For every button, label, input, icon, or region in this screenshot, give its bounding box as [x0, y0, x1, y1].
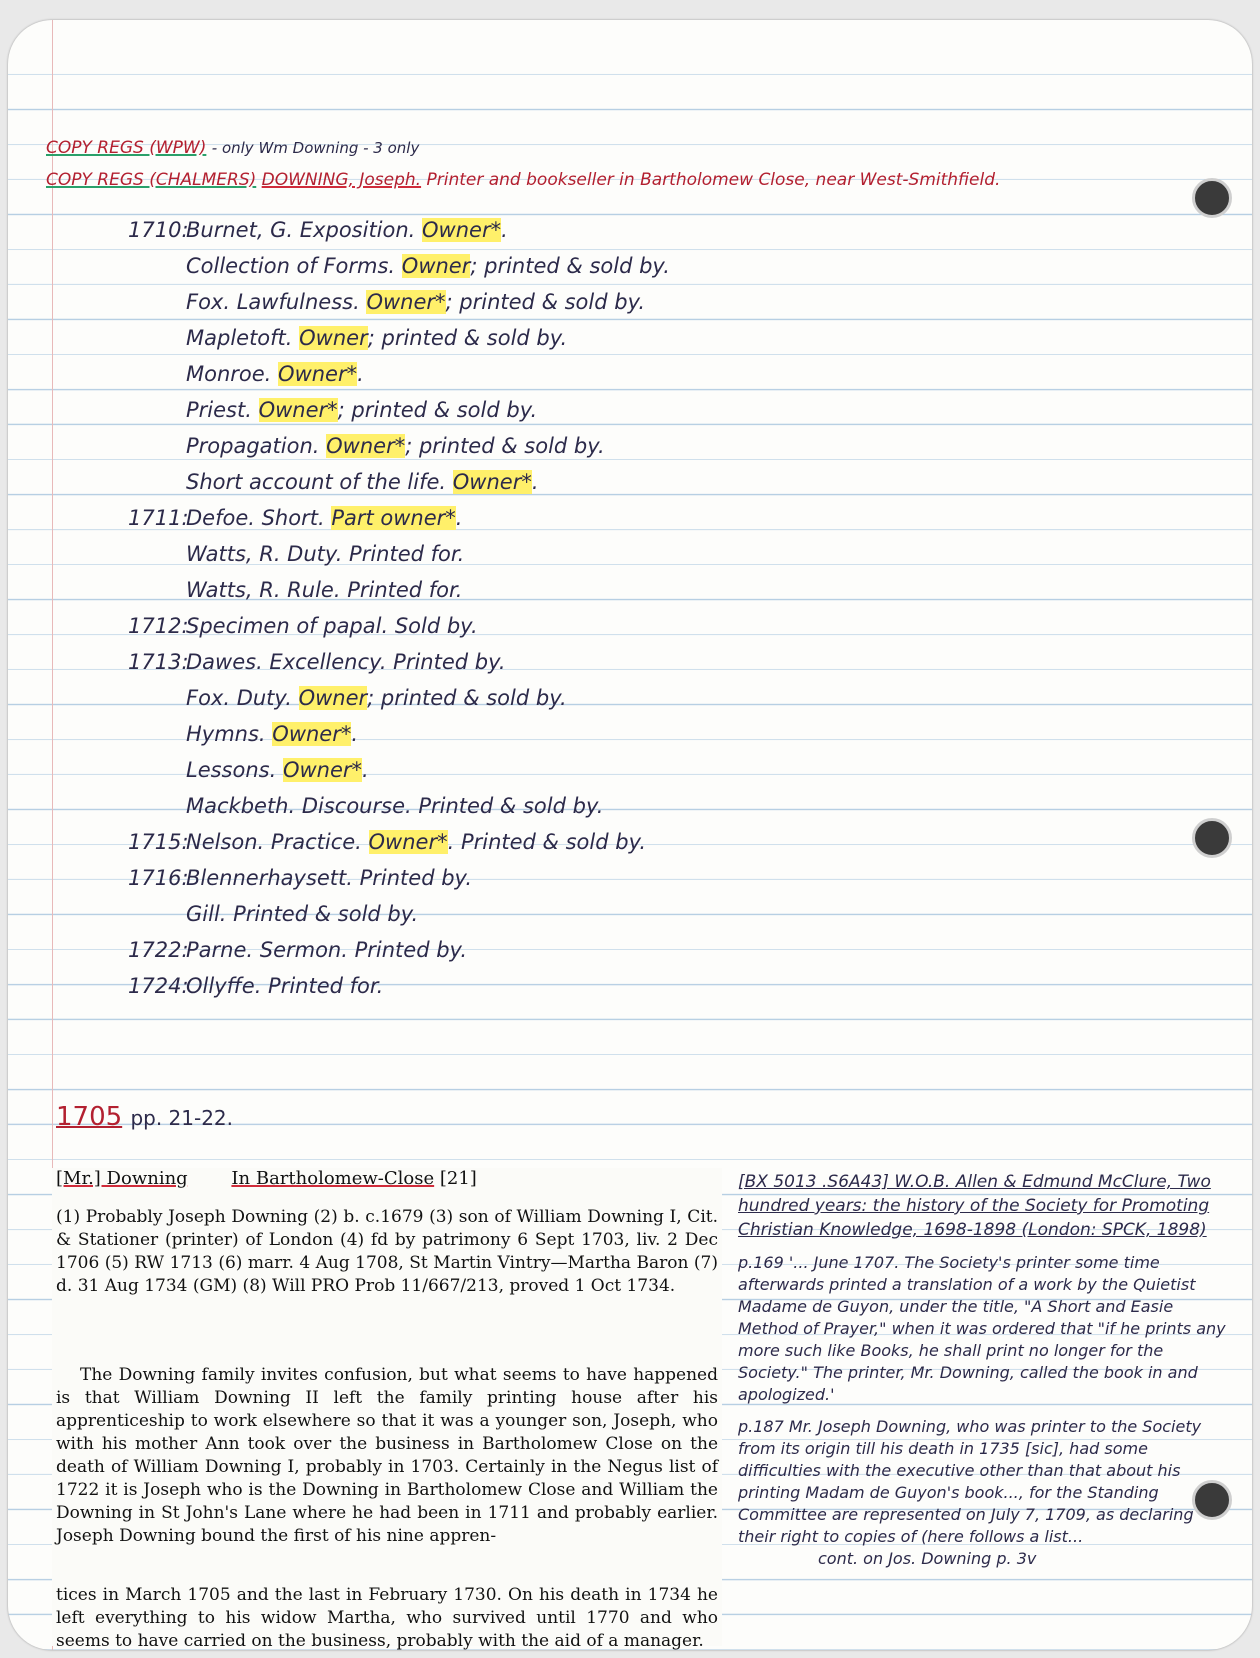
entry-row	[128, 794, 603, 818]
entry-role: Owner	[299, 326, 368, 350]
entry-row	[128, 326, 567, 350]
clipping-place: In Bartholomew-Close	[231, 1168, 435, 1189]
entry-row	[128, 830, 646, 854]
entry-role: Owner*	[452, 470, 532, 494]
copy-regs-wpw-note: - only Wm Downing - 3 only	[211, 139, 420, 157]
entry-year: 1722:	[128, 938, 189, 962]
entry-role: Owner*	[422, 218, 502, 242]
entry-role: Owner*	[326, 434, 406, 458]
entry-row	[128, 722, 358, 746]
clipping-paragraph-1: (1) Probably Joseph Downing (2) b. c.1679 (3) son of William Downing I, Cit. & Stationer (printer) of London (4) fd by patrimony 6 Sept 1703, liv. 2 Dec 1706 (5) RW 1713 (6) marr. 4 Aug 1708, St Martin Vintry—Martha Baron (7) d. 31 Aug 1734 (GM) (8) Will PRO Prob 11/667/213, proved 1 Oct 1734.	[56, 1207, 718, 1296]
entry-year: 1724:	[128, 974, 189, 998]
entry-title: Fox. Duty.	[186, 686, 292, 710]
notebook-page	[8, 20, 1252, 1650]
entry-title: Fox. Lawfulness.	[186, 290, 360, 314]
note-p187: p.187 Mr. Joseph Downing, who was printer to the Society from its origin till his death in 1735 [sic], had some difficulties with the executive other than that about his printing Madam de Guyon's book..., for the Standing Committee are represented on July 7, 1709, as declaring their right to copies of (here follows a list...	[738, 1417, 1202, 1546]
entry-year: 1713:	[128, 650, 189, 674]
printed-clipping	[52, 1168, 722, 1650]
entry-row	[128, 398, 537, 422]
entry-title: Lessons.	[186, 758, 277, 782]
entry-rest: ; printed & sold by.	[405, 434, 605, 458]
entry-year: 1716:	[128, 866, 189, 890]
entry-title: Watts, R. Rule. Printed for.	[186, 578, 463, 602]
entry-row	[128, 362, 364, 386]
copy-regs-wpw-tag: COPY REGS (WPW)	[46, 138, 207, 158]
entry-title: Watts, R. Duty. Printed for.	[186, 542, 465, 566]
entry-row	[128, 218, 508, 242]
entry-row	[128, 938, 467, 962]
entry-rest: ; printed & sold by.	[367, 326, 568, 350]
entry-title: Short account of the life.	[186, 470, 447, 494]
entry-row	[128, 506, 462, 530]
entry-row	[128, 470, 539, 494]
entry-role: Part owner*	[331, 506, 456, 530]
entry-rest: .	[501, 218, 508, 242]
entry-row	[128, 758, 369, 782]
clipping-name: [Mr.] Downing	[56, 1168, 188, 1189]
entry-title: Blennerhaysett. Printed by.	[186, 866, 473, 890]
entry-rest: ; printed & sold by.	[445, 290, 646, 314]
clipping-paragraph-2: The Downing family invites confusion, but what seems to have happened is that William Downing II left the family printing house after his apprenticeship to work elsewhere so that it was a younger son, Joseph, who with his mother Ann took over the business in Bartholomew Close on the death of William Downing I, probably in 1703. Certainly in the Negus list of 1722 it is Joseph who is the Downing in Bartholomew Close and William the Downing in St John's Lane where he had been in 1711 and probably earlier. Joseph Downing bound the first of his nine appren-	[56, 1365, 718, 1546]
section-pages: pp. 21-22.	[130, 1106, 234, 1130]
entry-role: Owner	[298, 686, 368, 710]
binder-hole-middle	[1192, 818, 1232, 858]
clipping-ref: [21]	[439, 1168, 477, 1189]
entry-rest: .	[362, 758, 369, 782]
entry-rest: ; printed & sold by.	[337, 398, 538, 422]
entry-row	[128, 434, 605, 458]
entry-title: Gill. Printed & sold by.	[186, 902, 419, 926]
entry-name: DOWNING, Joseph.	[261, 170, 422, 190]
entry-role: Owner*	[272, 722, 352, 746]
entry-title: Parne. Sermon. Printed by.	[186, 938, 467, 962]
section-year: 1705	[56, 1102, 123, 1132]
entry-title: Mapletoft.	[186, 326, 293, 350]
entry-role: Owner*	[282, 758, 363, 782]
entry-row	[128, 290, 645, 314]
entry-rest: .	[357, 362, 364, 386]
entry-year: 1712:	[128, 614, 189, 638]
entry-row	[128, 902, 418, 926]
entry-title: Ollyffe. Printed for.	[186, 974, 384, 998]
entry-role: Owner*	[368, 830, 448, 854]
right-notes	[738, 1170, 1226, 1570]
entry-title: Propagation.	[186, 434, 320, 458]
entry-rest: .	[455, 506, 463, 530]
copy-regs-chalmers-tag: COPY REGS (CHALMERS)	[46, 170, 257, 190]
entry-rest: ; printed & sold by.	[470, 254, 670, 278]
entry-rest: .	[351, 722, 359, 746]
entry-rest: . Printed & sold by.	[447, 830, 647, 854]
entry-role: Owner	[401, 254, 471, 278]
entry-row	[128, 686, 567, 710]
entry-title: Mackbeth. Discourse. Printed & sold by.	[186, 794, 604, 818]
entry-title: Priest.	[186, 398, 252, 422]
entry-role: Owner*	[366, 290, 446, 314]
entry-role: Owner*	[258, 398, 338, 422]
entry-title: Dawes. Excellency. Printed by.	[186, 650, 506, 674]
entry-title: Monroe.	[186, 362, 272, 386]
entry-year: 1711:	[128, 506, 189, 530]
entry-title: Hymns.	[186, 722, 266, 746]
entry-year: 1715:	[128, 830, 189, 854]
entry-year: 1710:	[128, 218, 189, 242]
header-line-1	[46, 138, 419, 158]
citation-note: [BX 5013 .S6A43] W.O.B. Allen & Edmund McClure, Two hundred years: the history of the Society for Promoting Christian Knowledge, 1698-1898 (London: SPCK, 1898)	[738, 1172, 1211, 1240]
entry-title: Burnet, G. Exposition.	[186, 218, 416, 242]
entry-title: Nelson. Practice.	[186, 830, 362, 854]
entry-row	[128, 650, 506, 674]
entry-title: Collection of Forms.	[186, 254, 396, 278]
entry-rest: ; printed & sold by.	[367, 686, 567, 710]
note-continued: cont. on Jos. Downing p. 3v	[818, 1549, 1037, 1568]
clipping-header	[56, 1168, 477, 1189]
section-1705-heading	[56, 1102, 233, 1132]
binder-hole-top	[1192, 178, 1232, 218]
entry-row	[128, 578, 462, 602]
entry-description: Printer and bookseller in Bartholomew Close, near West-Smithfield.	[426, 170, 1001, 190]
entry-title: Specimen of papal. Sold by.	[186, 614, 478, 638]
entry-title: Defoe. Short.	[186, 506, 325, 530]
clipping-paragraph-3: tices in March 1705 and the last in February 1730. On his death in 1734 he left everything to his widow Martha, who survived until 1770 and who seems to have carried on the business, probably with the aid of a manager.	[56, 1585, 718, 1650]
entry-role: Owner*	[278, 362, 358, 386]
entry-row	[128, 254, 670, 278]
entry-row	[128, 866, 472, 890]
header-line-2	[46, 170, 1000, 190]
entry-rest: .	[531, 470, 539, 494]
entry-row	[128, 614, 478, 638]
entry-row	[128, 542, 464, 566]
note-p169: p.169 '... June 1707. The Society's printer some time afterwards printed a translation of a work by the Quietist Madame de Guyon, under the title, "A Short and Easie Method of Prayer," when it was ordered that "if he prints any more such like Books, he shall print no longer for the Society." The printer, Mr. Downing, called the book in and apologized.'	[738, 1253, 1226, 1404]
entry-row	[128, 974, 383, 998]
